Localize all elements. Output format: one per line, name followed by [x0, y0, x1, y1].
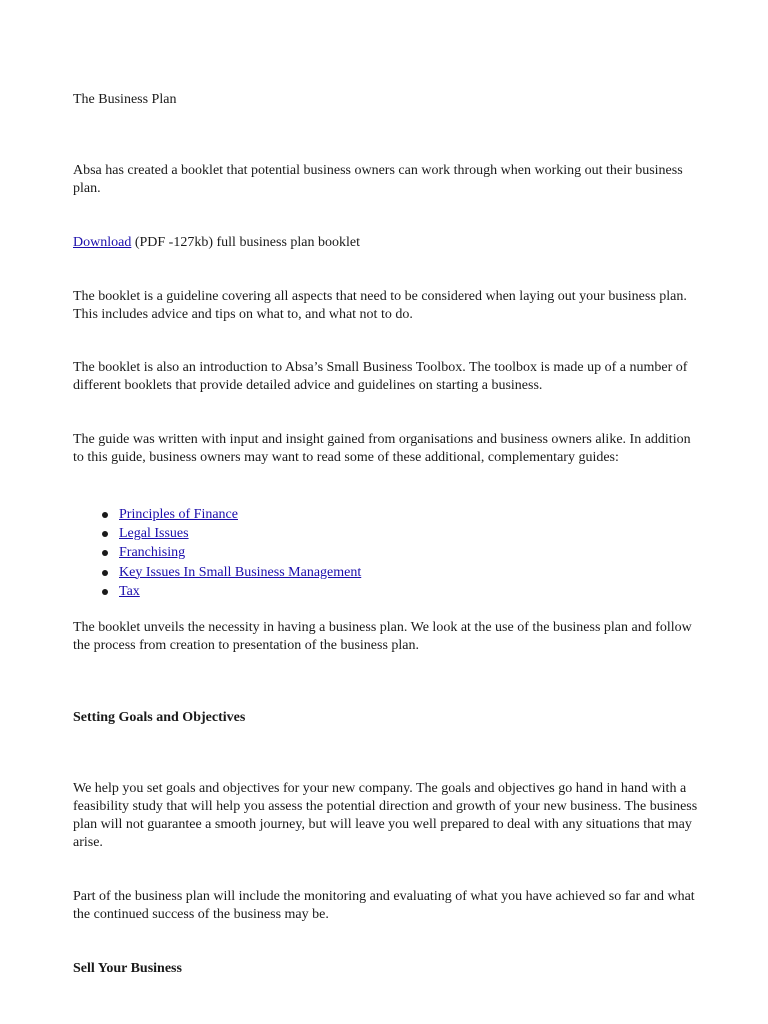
- monitoring-paragraph: Part of the business plan will include the monitoring and evaluating of what you have achieved so far and what the continued success of the business may be.: [73, 889, 695, 922]
- download-line: [73, 234, 703, 252]
- bullet-icon: [102, 512, 108, 518]
- guide-link-legal-issues[interactable]: Legal Issues: [119, 526, 189, 542]
- bullet-icon: [102, 531, 108, 537]
- guide-paragraph: The guide was written with input and insight gained from organisations and business owners alike. In addition to this guide, business owners may want to read some of these additional, complementary guides:: [73, 432, 691, 465]
- page-title: The Business Plan: [73, 92, 177, 107]
- list-item: [73, 582, 703, 601]
- section-heading-goals: Setting Goals and Objectives: [73, 710, 246, 725]
- download-link[interactable]: Download: [73, 235, 132, 250]
- download-description: (PDF -127kb) full business plan booklet: [131, 235, 360, 250]
- intro-paragraph: Absa has created a booklet that potential business owners can work through when working out their business plan.: [73, 163, 683, 196]
- list-item: [73, 563, 703, 582]
- bullet-icon: [102, 589, 108, 595]
- guide-link-tax[interactable]: Tax: [119, 583, 140, 599]
- guide-link-principles-of-finance[interactable]: Principles of Finance: [119, 507, 238, 522]
- bullet-icon: [102, 570, 108, 576]
- toolbox-paragraph: The booklet is also an introduction to Absa’s Small Business Toolbox. The toolbox is made up of a number of different booklets that provide detailed advice and guidelines on starting a business.: [73, 360, 688, 393]
- guide-link-franchising[interactable]: Franchising: [119, 545, 186, 561]
- guideline-paragraph: The booklet is a guideline covering all aspects that need to be considered when laying out your business plan. This includes advice and tips on what to, and what not to do.: [73, 289, 687, 322]
- list-item: [73, 524, 703, 543]
- complementary-guides-list: [73, 505, 703, 601]
- goals-paragraph: We help you set goals and objectives for your new company. The goals and objectives go hand in hand with a feasibility study that will help you assess the potential direction and growth of your new business. The business plan will not guarantee a smooth journey, but will leave you well prepared to deal with any situations that may arise.: [73, 781, 698, 850]
- list-item: [73, 505, 703, 524]
- bullet-icon: [102, 550, 108, 556]
- unveils-paragraph: The booklet unveils the necessity in having a business plan. We look at the use of the business plan and follow the process from creation to presentation of the business plan.: [73, 620, 692, 653]
- guide-link-key-issues[interactable]: Key Issues In Small Business Management: [119, 564, 362, 580]
- section-heading-sell: Sell Your Business: [73, 961, 182, 976]
- list-item: [73, 543, 703, 562]
